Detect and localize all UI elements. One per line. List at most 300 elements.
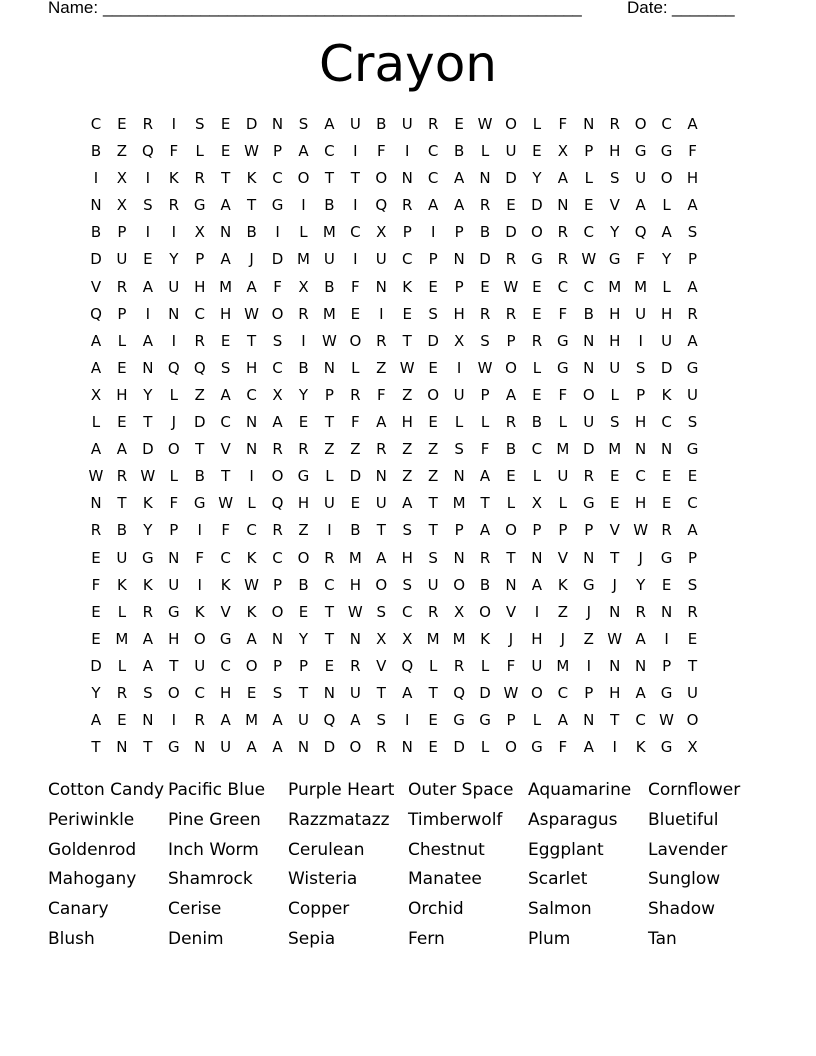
grid-letter[interactable]: L [117,656,127,675]
grid-letter[interactable]: F [169,494,179,513]
grid-letter[interactable]: M [245,711,259,730]
grid-letter[interactable]: O [193,629,206,648]
grid-letter[interactable]: J [612,575,617,594]
grid-letter[interactable]: L [480,738,490,757]
grid-letter[interactable]: D [583,440,595,459]
grid-letter[interactable]: T [324,169,334,188]
grid-letter[interactable]: E [687,467,698,486]
grid-letter[interactable]: Y [91,683,101,702]
grid-letter[interactable]: N [194,738,206,757]
grid-letter[interactable]: T [376,683,386,702]
grid-letter[interactable]: G [453,711,465,730]
grid-letter[interactable]: X [376,629,387,648]
grid-letter[interactable]: V [609,521,620,540]
grid-letter[interactable]: F [169,142,179,161]
grid-letter[interactable]: D [90,250,102,269]
grid-letter[interactable]: I [638,331,643,350]
grid-letter[interactable]: P [454,223,464,242]
grid-letter[interactable]: X [194,223,205,242]
grid-letter[interactable]: P [195,250,205,269]
grid-letter[interactable]: N [505,575,517,594]
grid-letter[interactable]: U [635,304,647,323]
grid-letter[interactable]: M [556,440,570,459]
grid-letter[interactable]: P [169,521,179,540]
grid-letter[interactable]: U [375,494,387,513]
grid-letter[interactable]: I [171,223,176,242]
grid-letter[interactable]: E [220,115,231,133]
grid-letter[interactable]: C [246,521,257,540]
grid-letter[interactable]: T [117,494,127,513]
grid-letter[interactable]: H [609,142,621,161]
grid-letter[interactable]: G [608,250,621,269]
grid-letter[interactable]: E [117,358,127,377]
grid-letter[interactable]: A [428,196,439,215]
grid-letter[interactable]: Q [90,304,102,323]
grid-letter[interactable]: L [480,142,490,161]
grid-letter[interactable]: K [246,548,257,567]
grid-letter[interactable]: A [350,711,361,730]
grid-letter[interactable]: T [428,683,438,702]
grid-letter[interactable]: U [687,385,699,404]
grid-letter[interactable]: F [376,142,386,161]
grid-letter[interactable]: U [349,115,361,133]
grid-letter[interactable]: W [659,711,675,730]
grid-letter[interactable]: P [584,142,594,161]
grid-letter[interactable]: R [194,711,205,730]
grid-letter[interactable]: B [324,277,335,296]
grid-letter[interactable]: N [479,169,491,188]
grid-letter[interactable]: L [480,413,490,432]
grid-letter[interactable]: O [531,683,543,702]
grid-letter[interactable]: E [117,413,127,432]
grid-letter[interactable]: E [220,331,231,350]
grid-letter[interactable]: E [506,467,516,486]
grid-letter[interactable]: R [298,440,309,459]
grid-letter[interactable]: X [687,738,698,757]
grid-letter[interactable]: Q [453,683,465,702]
grid-letter[interactable]: M [426,629,440,648]
grid-letter[interactable]: N [531,548,543,567]
grid-letter[interactable]: S [454,440,464,459]
grid-letter[interactable]: Z [376,358,387,377]
grid-letter[interactable]: C [272,548,283,567]
grid-letter[interactable]: E [350,304,361,323]
grid-letter[interactable]: C [401,250,413,269]
grid-letter[interactable]: L [584,169,593,188]
grid-letter[interactable]: A [220,196,231,215]
grid-letter[interactable]: D [193,413,206,432]
grid-letter[interactable]: C [272,169,283,188]
grid-letter[interactable]: C [427,169,439,188]
grid-letter[interactable]: I [145,223,151,242]
grid-letter[interactable]: F [506,656,516,675]
grid-letter[interactable]: B [324,196,335,215]
grid-letter[interactable]: O [271,602,284,621]
grid-letter[interactable]: C [583,223,595,242]
grid-letter[interactable]: G [193,196,206,215]
grid-letter[interactable]: L [351,358,360,377]
grid-letter[interactable]: T [480,494,490,513]
grid-letter[interactable]: K [661,385,672,404]
grid-letter[interactable]: F [558,115,568,133]
grid-letter[interactable]: Q [141,142,154,161]
grid-letter[interactable]: J [508,629,514,648]
grid-letter[interactable]: K [220,575,231,594]
grid-letter[interactable]: O [271,304,284,323]
grid-letter[interactable]: H [609,683,621,702]
grid-letter[interactable]: E [532,304,542,323]
grid-letter[interactable]: I [353,250,358,269]
grid-letter[interactable]: H [401,548,413,567]
grid-letter[interactable]: B [453,142,465,161]
grid-letter[interactable]: T [221,169,231,188]
grid-letter[interactable]: I [171,331,176,350]
grid-letter[interactable]: P [688,548,698,567]
grid-letter[interactable]: N [349,629,361,648]
grid-letter[interactable]: R [427,602,439,621]
grid-letter[interactable]: N [90,494,102,513]
grid-letter[interactable]: L [662,196,671,215]
grid-letter[interactable]: S [194,115,205,133]
grid-letter[interactable]: O [505,738,517,757]
grid-letter[interactable]: F [273,277,282,296]
grid-letter[interactable]: E [584,196,594,215]
grid-letter[interactable]: T [376,521,386,540]
grid-letter[interactable]: V [609,196,620,215]
grid-letter[interactable]: E [661,467,672,486]
grid-letter[interactable]: R [635,602,646,621]
grid-letter[interactable]: W [581,250,597,269]
grid-letter[interactable]: D [531,196,543,215]
grid-letter[interactable]: R [687,602,698,621]
grid-letter[interactable]: N [660,440,673,459]
grid-letter[interactable]: N [142,711,154,730]
grid-letter[interactable]: M [634,277,648,296]
grid-letter[interactable]: H [297,494,310,513]
grid-letter[interactable]: A [142,656,153,675]
grid-letter[interactable]: M [608,440,622,459]
grid-letter[interactable]: G [297,467,310,486]
grid-letter[interactable]: I [379,304,384,323]
grid-letter[interactable]: N [660,602,673,621]
grid-letter[interactable]: C [661,115,672,133]
grid-letter[interactable]: C [246,385,257,404]
grid-letter[interactable]: H [453,304,465,323]
grid-letter[interactable]: O [686,711,699,730]
grid-letter[interactable]: N [401,738,413,757]
grid-letter[interactable]: R [479,196,491,215]
grid-letter[interactable]: E [117,711,127,730]
grid-letter[interactable]: W [140,467,156,486]
grid-letter[interactable]: O [375,575,388,594]
grid-letter[interactable]: G [660,738,673,757]
grid-letter[interactable]: O [479,602,491,621]
grid-letter[interactable]: F [221,521,230,540]
grid-letter[interactable]: N [323,683,336,702]
grid-letter[interactable]: P [324,385,334,404]
grid-letter[interactable]: A [557,711,568,730]
grid-letter[interactable]: N [635,440,647,459]
grid-letter[interactable]: O [297,169,310,188]
grid-letter[interactable]: A [116,440,128,459]
grid-letter[interactable]: L [506,494,516,513]
grid-letter[interactable]: E [428,358,438,377]
grid-letter[interactable]: P [273,142,283,161]
grid-letter[interactable]: E [506,196,516,215]
grid-letter[interactable]: E [428,413,438,432]
grid-letter[interactable]: B [116,521,128,540]
grid-letter[interactable]: H [245,358,258,377]
grid-letter[interactable]: M [322,304,336,323]
grid-letter[interactable]: I [534,602,540,621]
grid-letter[interactable]: B [90,142,102,161]
grid-letter[interactable]: V [90,277,102,296]
grid-letter[interactable]: R [376,440,387,459]
grid-letter[interactable]: O [271,467,284,486]
grid-letter[interactable]: L [299,223,308,242]
grid-letter[interactable]: E [324,656,335,675]
grid-letter[interactable]: P [506,331,516,350]
grid-letter[interactable]: W [633,521,649,540]
grid-letter[interactable]: G [582,494,595,513]
grid-letter[interactable]: B [531,413,543,432]
grid-letter[interactable]: F [558,385,568,404]
grid-letter[interactable]: M [348,548,362,567]
grid-letter[interactable]: U [194,656,206,675]
grid-letter[interactable]: R [194,331,205,350]
grid-letter[interactable]: R [298,304,309,323]
grid-letter[interactable]: F [688,142,697,161]
grid-letter[interactable]: R [427,115,439,133]
grid-letter[interactable]: A [376,413,387,432]
grid-letter[interactable]: N [609,602,621,621]
grid-letter[interactable]: W [477,115,493,133]
grid-letter[interactable]: E [661,494,672,513]
grid-letter[interactable]: A [142,277,153,296]
grid-letter[interactable]: T [324,629,334,648]
grid-letter[interactable]: N [297,738,310,757]
grid-letter[interactable]: C [401,602,413,621]
grid-letter[interactable]: O [505,115,517,133]
grid-letter[interactable]: R [479,304,491,323]
grid-letter[interactable]: N [557,196,569,215]
grid-letter[interactable]: C [194,304,205,323]
grid-letter[interactable]: R [661,521,672,540]
grid-letter[interactable]: A [90,711,102,730]
grid-letter[interactable]: Z [402,467,413,486]
grid-letter[interactable]: D [453,738,465,757]
grid-letter[interactable]: R [142,115,154,133]
grid-letter[interactable]: W [244,575,260,594]
grid-letter[interactable]: A [324,115,335,133]
grid-letter[interactable]: X [453,331,465,350]
grid-letter[interactable]: S [687,575,698,594]
grid-letter[interactable]: U [427,575,439,594]
grid-letter[interactable]: H [116,385,128,404]
grid-letter[interactable]: Y [143,521,153,540]
grid-letter[interactable]: G [557,358,569,377]
grid-letter[interactable]: S [143,683,153,702]
grid-letter[interactable]: R [90,521,102,540]
grid-letter[interactable]: H [401,413,413,432]
grid-letter[interactable]: W [503,277,519,296]
grid-letter[interactable]: C [90,115,102,133]
grid-letter[interactable]: N [220,223,232,242]
grid-letter[interactable]: C [635,711,646,730]
grid-letter[interactable]: M [608,277,622,296]
grid-letter[interactable]: A [531,575,543,594]
grid-letter[interactable]: H [635,494,647,513]
grid-letter[interactable]: F [195,548,205,567]
grid-letter[interactable]: R [402,196,413,215]
grid-letter[interactable]: N [271,115,284,133]
grid-letter[interactable]: C [220,413,231,432]
grid-letter[interactable]: H [531,629,543,648]
grid-letter[interactable]: J [586,602,591,621]
grid-letter[interactable]: Y [298,629,309,648]
grid-letter[interactable]: I [93,169,99,188]
grid-letter[interactable]: O [505,521,517,540]
grid-letter[interactable]: T [247,196,257,215]
grid-letter[interactable]: N [375,467,387,486]
grid-letter[interactable]: T [687,656,698,675]
grid-letter[interactable]: O [582,385,595,404]
grid-letter[interactable]: G [219,629,232,648]
grid-letter[interactable]: D [142,440,154,459]
grid-letter[interactable]: E [91,629,101,648]
grid-letter[interactable]: I [171,115,176,133]
grid-letter[interactable]: L [532,115,542,133]
grid-letter[interactable]: S [298,115,309,133]
grid-letter[interactable]: P [117,304,127,323]
grid-letter[interactable]: A [220,711,231,730]
grid-letter[interactable]: D [479,683,491,702]
grid-letter[interactable]: D [90,656,102,675]
grid-letter[interactable]: E [428,711,438,730]
grid-letter[interactable]: T [428,494,438,513]
grid-letter[interactable]: F [558,738,568,757]
grid-letter[interactable]: L [480,656,490,675]
grid-letter[interactable]: M [219,277,233,296]
grid-letter[interactable]: L [428,656,438,675]
grid-letter[interactable]: W [503,683,519,702]
grid-letter[interactable]: E [480,277,490,296]
grid-letter[interactable]: D [505,223,517,242]
grid-letter[interactable]: O [349,331,362,350]
grid-letter[interactable]: E [428,738,438,757]
grid-letter[interactable]: E [428,277,438,296]
grid-letter[interactable]: I [171,711,176,730]
grid-letter[interactable]: R [116,277,128,296]
grid-letter[interactable]: L [558,494,568,513]
grid-letter[interactable]: L [532,711,542,730]
grid-letter[interactable]: B [583,304,594,323]
grid-letter[interactable]: L [325,467,334,486]
grid-letter[interactable]: H [168,629,180,648]
grid-letter[interactable]: O [427,385,440,404]
grid-letter[interactable]: L [454,413,464,432]
grid-letter[interactable]: B [194,467,205,486]
grid-letter[interactable]: O [167,440,180,459]
grid-letter[interactable]: S [402,521,412,540]
grid-letter[interactable]: C [220,656,231,675]
grid-letter[interactable]: C [557,683,569,702]
grid-letter[interactable]: U [116,548,128,567]
grid-letter[interactable]: T [195,440,205,459]
grid-letter[interactable]: X [376,223,387,242]
grid-letter[interactable]: C [661,413,672,432]
grid-letter[interactable]: G [686,358,699,377]
grid-letter[interactable]: G [271,196,284,215]
grid-letter[interactable]: L [117,602,127,621]
grid-letter[interactable]: V [220,602,231,621]
grid-letter[interactable]: G [531,738,543,757]
grid-letter[interactable]: R [142,602,154,621]
grid-letter[interactable]: R [194,169,205,188]
grid-letter[interactable]: Y [636,575,646,594]
grid-letter[interactable]: A [557,169,568,188]
grid-letter[interactable]: F [636,250,645,269]
grid-letter[interactable]: F [91,575,101,594]
grid-letter[interactable]: I [275,223,280,242]
grid-letter[interactable]: Z [428,467,439,486]
grid-letter[interactable]: A [687,196,698,215]
grid-letter[interactable]: C [350,223,361,242]
grid-letter[interactable]: N [583,548,595,567]
grid-letter[interactable]: T [298,683,309,702]
grid-letter[interactable]: C [687,494,698,513]
grid-letter[interactable]: R [583,467,594,486]
grid-letter[interactable]: U [220,738,232,757]
grid-letter[interactable]: E [454,115,464,133]
grid-letter[interactable]: U [375,250,387,269]
grid-letter[interactable]: K [635,738,646,757]
grid-letter[interactable]: S [428,304,438,323]
grid-letter[interactable]: A [479,467,491,486]
grid-letter[interactable]: W [218,494,234,513]
grid-letter[interactable]: L [558,413,568,432]
grid-letter[interactable]: G [142,548,154,567]
grid-letter[interactable]: I [327,521,332,540]
grid-letter[interactable]: R [272,521,283,540]
grid-letter[interactable]: N [453,467,465,486]
grid-letter[interactable]: D [505,169,517,188]
grid-letter[interactable]: R [609,115,620,133]
grid-letter[interactable]: B [298,358,309,377]
grid-letter[interactable]: T [428,521,438,540]
grid-letter[interactable]: V [505,602,517,621]
grid-letter[interactable]: A [402,683,413,702]
grid-letter[interactable]: B [350,521,361,540]
grid-letter[interactable]: D [245,115,258,133]
grid-letter[interactable]: A [90,331,102,350]
grid-letter[interactable]: R [376,331,387,350]
grid-letter[interactable]: Q [401,656,414,675]
grid-letter[interactable]: P [454,521,464,540]
grid-letter[interactable]: L [169,467,178,486]
grid-letter[interactable]: K [142,575,153,594]
grid-letter[interactable]: E [143,250,153,269]
grid-letter[interactable]: M [556,656,570,675]
grid-letter[interactable]: N [168,548,180,567]
grid-letter[interactable]: C [635,467,646,486]
grid-letter[interactable]: Q [634,223,647,242]
grid-letter[interactable]: Q [323,711,336,730]
grid-letter[interactable]: V [220,440,231,459]
grid-letter[interactable]: L [195,142,204,161]
grid-letter[interactable]: I [612,738,617,757]
grid-letter[interactable]: S [143,196,153,215]
